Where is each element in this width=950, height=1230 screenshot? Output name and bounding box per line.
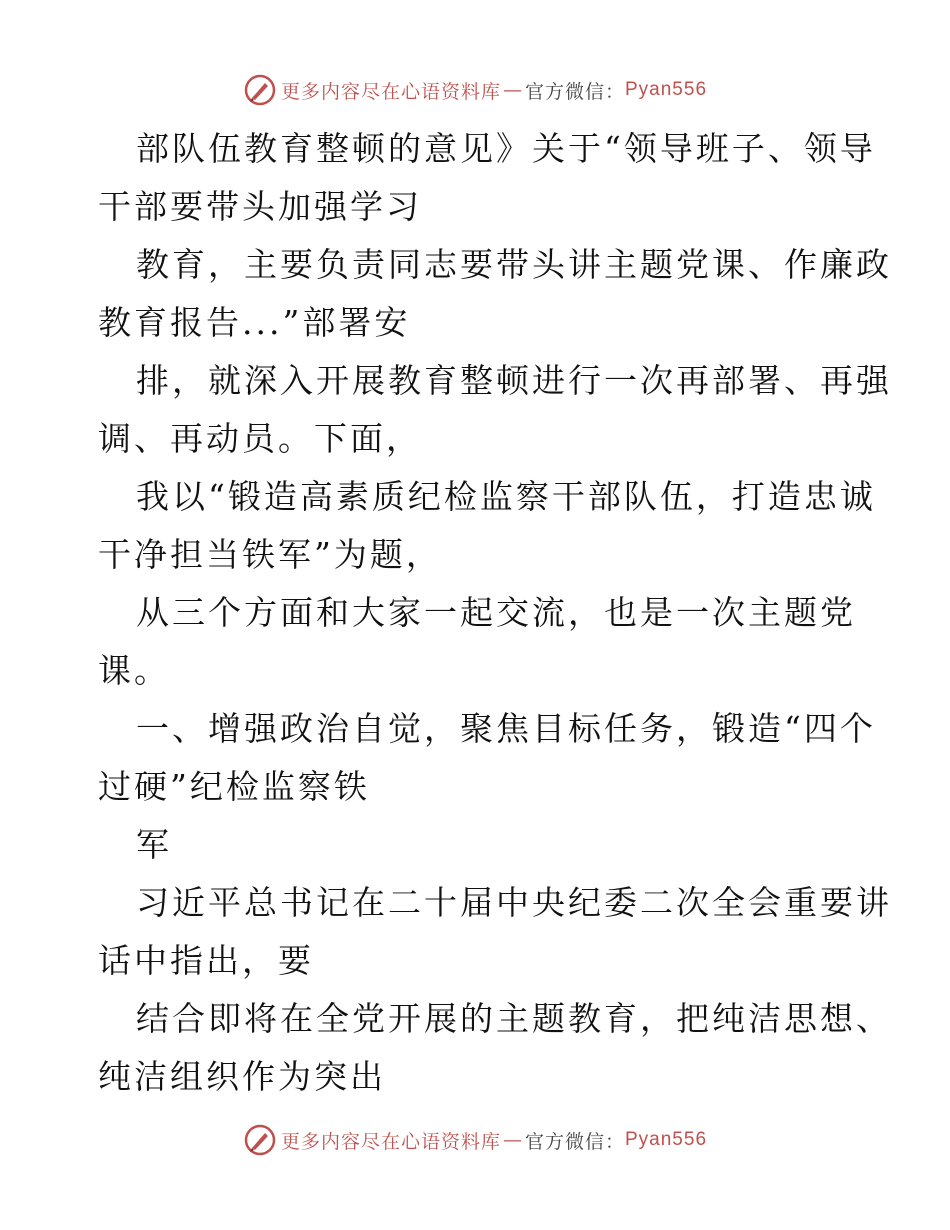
section-heading: 一、增强政治自觉，聚焦目标任务，锻造“四个 — [136, 709, 876, 748]
watermark-wechat-id: Pyan556 — [625, 1129, 708, 1150]
text-line: 纯洁组织作为突出 — [98, 1057, 386, 1096]
watermark-main-text: 更多内容尽在心语资料库 — [280, 80, 501, 103]
document-body — [98, 120, 892, 1106]
text-line: 话中指出，要 — [98, 941, 314, 980]
watermark-official-label: 官方微信： — [524, 80, 625, 103]
text-line: 调、再动员。下面， — [98, 419, 422, 458]
section-heading-cont: 过硬”纪检监察铁 — [98, 767, 370, 806]
text-line: 习近平总书记在二十届中央纪委二次全会重要讲 — [136, 883, 892, 922]
text-line: 结合即将在全党开展的主题教育，把纯洁思想、 — [136, 999, 892, 1038]
pen-logo-icon — [243, 1123, 277, 1157]
text-line: 排，就深入开展教育整顿进行一次再部署、再强 — [136, 361, 892, 400]
watermark-wechat-id: Pyan556 — [625, 79, 708, 100]
pen-logo-icon — [243, 73, 277, 107]
text-line: 干部要带头加强学习 — [98, 187, 422, 226]
text-line: 我以“锻造高素质纪检监察干部队伍，打造忠诚 — [136, 477, 876, 516]
header-watermark — [0, 70, 950, 110]
section-heading-cont: 军 — [136, 825, 172, 864]
text-line: 干净担当铁军”为题， — [98, 535, 442, 574]
footer-watermark — [0, 1120, 950, 1160]
text-line: 课。 — [98, 651, 170, 690]
watermark-official-label: 官方微信： — [524, 1130, 625, 1153]
text-line: 教育报告...”部署安 — [98, 303, 411, 342]
text-line: 部队伍教育整顿的意见》关于“领导班子、领导 — [136, 129, 876, 168]
watermark-dash: — — [502, 79, 523, 101]
watermark-dash: — — [502, 1129, 523, 1151]
text-line: 教育，主要负责同志要带头讲主题党课、作廉政 — [136, 245, 892, 284]
watermark-main-text: 更多内容尽在心语资料库 — [280, 1130, 501, 1153]
text-line: 从三个方面和大家一起交流，也是一次主题党 — [136, 593, 856, 632]
